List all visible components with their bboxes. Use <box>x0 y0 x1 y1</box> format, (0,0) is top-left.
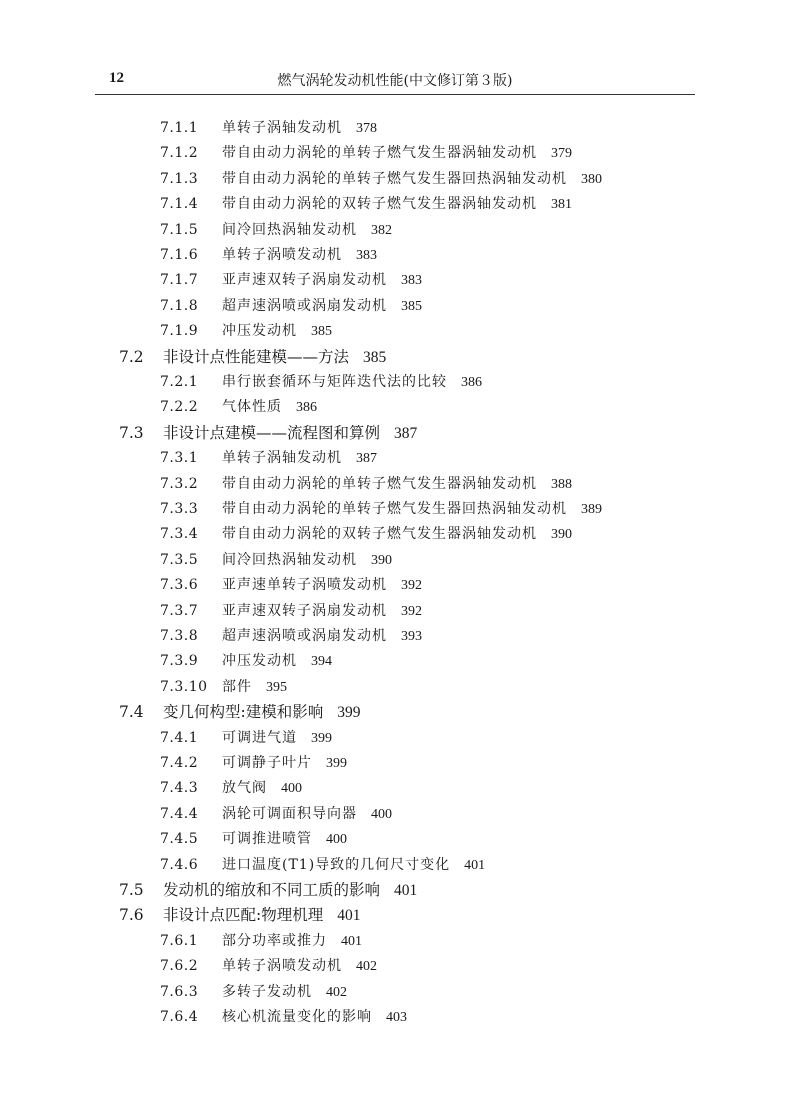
toc-entry-title: 单转子涡喷发动机 <box>222 958 342 975</box>
toc-entry-number: 7.6.3 <box>160 983 199 1000</box>
toc-entry-title: 部件 <box>222 678 252 695</box>
toc-entry-number: 7.1.9 <box>160 323 199 340</box>
toc-entry-title: 串行嵌套循环与矩阵迭代法的比较 <box>222 374 447 390</box>
page-number: 12 <box>109 70 124 86</box>
toc-entry-title: 冲压发动机 <box>222 653 297 670</box>
toc-entry-title: 可调静子叶片 <box>222 755 312 771</box>
toc-entry-title: 超声速涡喷或涡扇发动机 <box>222 297 387 314</box>
toc-entry-number: 7.6 <box>119 906 144 925</box>
toc-entry-number: 7.4.5 <box>160 831 199 848</box>
toc-entry-page: 402 <box>356 959 377 975</box>
toc-entry-number: 7.4.4 <box>160 805 199 822</box>
toc-entry-page: 390 <box>551 527 572 543</box>
toc-entry-number: 7.4 <box>119 703 144 722</box>
toc-entry-title: 单转子涡轴发动机 <box>222 120 342 136</box>
toc-entry-number: 7.3.6 <box>160 577 199 594</box>
toc-entry-page: 388 <box>551 476 572 492</box>
toc-entry-page: 394 <box>311 654 332 670</box>
toc-entry-title: 亚声速双转子涡扇发动机 <box>222 602 387 619</box>
toc-entry-page: 395 <box>266 679 287 695</box>
running-title: 燃气涡轮发动机性能(中文修订第３版) <box>277 73 513 89</box>
toc-entry-number: 7.1.5 <box>160 221 199 238</box>
toc-entry-page: 382 <box>371 222 392 238</box>
toc-section-entry[interactable] <box>119 878 417 902</box>
toc-entry-number: 7.1.2 <box>160 145 199 162</box>
toc-subsection-entry[interactable] <box>160 929 362 953</box>
toc-entry-title: 间冷回热涡轴发动机 <box>222 551 357 568</box>
toc-subsection-entry[interactable] <box>160 294 422 318</box>
toc-entry-page: 401 <box>394 882 418 899</box>
toc-entry-title: 发动机的缩放和不同工质的影响 <box>163 881 381 899</box>
toc-entry-number: 7.3.2 <box>160 475 199 492</box>
toc-subsection-entry[interactable] <box>160 776 302 800</box>
toc-entry-page: 381 <box>551 197 572 213</box>
toc-entry-number: 7.1.4 <box>160 196 199 213</box>
toc-subsection-entry[interactable] <box>160 167 602 191</box>
toc-subsection-entry[interactable] <box>160 649 332 673</box>
toc-section-entry[interactable] <box>119 345 386 369</box>
page-header <box>95 68 695 95</box>
toc-entry-title: 亚声速双转子涡扇发动机 <box>222 272 387 289</box>
toc-entry-number: 7.3.1 <box>160 450 199 467</box>
toc-subsection-entry[interactable] <box>160 675 287 699</box>
toc-entry-number: 7.3.5 <box>160 551 199 568</box>
toc-entry-title: 带自由动力涡轮的双转子燃气发生器涡轴发动机 <box>222 526 537 543</box>
toc-entry-number: 7.4.1 <box>160 729 199 746</box>
toc-entry-page: 403 <box>386 1010 407 1025</box>
toc-entry-number: 7.3.9 <box>160 653 199 670</box>
toc-subsection-entry[interactable] <box>160 980 347 1004</box>
toc-entry-title: 可调推进喷管 <box>222 831 312 848</box>
toc-subsection-entry[interactable] <box>160 573 422 597</box>
toc-entry-number: 7.3 <box>119 423 144 442</box>
toc-entry-title: 带自由动力涡轮的单转子燃气发生器涡轴发动机 <box>222 145 537 162</box>
toc-entry-page: 402 <box>326 984 347 1000</box>
toc-entry-number: 7.2.1 <box>160 374 199 390</box>
toc-subsection-entry[interactable] <box>160 218 392 242</box>
toc-subsection-entry[interactable] <box>160 624 422 648</box>
toc-entry-title: 超声速涡喷或涡扇发动机 <box>222 628 387 644</box>
toc-entry-number: 7.1.1 <box>160 120 199 136</box>
toc-entry-title: 间冷回热涡轴发动机 <box>222 221 357 238</box>
toc-entry-number: 7.3.4 <box>160 526 199 543</box>
toc-entry-page: 387 <box>394 424 418 442</box>
toc-entry-title: 单转子涡轴发动机 <box>222 450 342 467</box>
toc-entry-number: 7.1.6 <box>160 247 199 263</box>
toc-entry-number: 7.3.10 <box>160 678 208 695</box>
toc-subsection-entry[interactable] <box>160 472 572 496</box>
toc-entry-page: 383 <box>401 273 422 289</box>
toc-entry-page: 401 <box>337 907 361 925</box>
toc-entry-number: 7.6.1 <box>160 932 199 949</box>
toc-entry-page: 380 <box>581 171 602 187</box>
toc-entry-number: 7.1.3 <box>160 170 199 187</box>
toc-subsection-entry[interactable] <box>160 726 332 750</box>
toc-entry-title: 带自由动力涡轮的单转子燃气发生器涡轴发动机 <box>222 475 537 492</box>
toc-entry-title: 可调进气道 <box>222 729 297 746</box>
toc-entry-page: 379 <box>551 146 572 162</box>
toc-entry-page: 392 <box>401 578 422 594</box>
toc-subsection-entry[interactable] <box>160 751 347 775</box>
toc-entry-page: 399 <box>337 704 361 722</box>
toc-entry-title: 气体性质 <box>222 399 282 416</box>
toc-entry-page: 400 <box>371 806 392 822</box>
toc-entry-page: 385 <box>363 348 387 366</box>
toc-subsection-entry[interactable] <box>160 497 602 521</box>
toc-subsection-entry[interactable] <box>160 853 485 877</box>
toc-entry-page: 399 <box>326 756 347 771</box>
toc-subsection-entry[interactable] <box>160 268 422 292</box>
toc-subsection-entry[interactable] <box>160 802 392 826</box>
toc-subsection-entry[interactable] <box>160 599 422 623</box>
toc-entry-number: 7.1.8 <box>160 297 199 314</box>
toc-entry-page: 399 <box>311 730 332 746</box>
toc-entry-title: 冲压发动机 <box>222 323 297 340</box>
toc-subsection-entry[interactable] <box>160 548 392 572</box>
toc-entry-page: 389 <box>581 502 602 517</box>
toc-entry-title: 非设计点性能建模——方法 <box>163 347 350 366</box>
toc-entry-page: 385 <box>311 324 332 340</box>
toc-subsection-entry[interactable] <box>160 522 572 546</box>
toc-entry-title: 涡轮可调面积导向器 <box>222 805 357 822</box>
toc-subsection-entry[interactable] <box>160 116 377 140</box>
toc-entry-title: 变几何构型:建模和影响 <box>163 703 324 722</box>
toc-entry-number: 7.4.3 <box>160 780 199 797</box>
toc-entry-page: 385 <box>401 298 422 314</box>
toc-entry-title: 非设计点匹配:物理机理 <box>163 906 324 925</box>
toc-entry-page: 383 <box>356 248 377 263</box>
toc-entry-number: 7.4.6 <box>160 856 199 873</box>
toc-entry-page: 387 <box>356 451 377 467</box>
toc-subsection-entry[interactable] <box>160 446 377 470</box>
toc-entry-number: 7.3.7 <box>160 602 199 619</box>
toc-entry-page: 400 <box>281 781 302 797</box>
toc-subsection-entry[interactable] <box>160 827 347 851</box>
toc-entry-title: 进口温度(T1)导致的几何尺寸变化 <box>222 856 451 873</box>
toc-entry-page: 401 <box>464 857 486 873</box>
toc-entry-page: 400 <box>326 832 347 848</box>
toc-entry-title: 带自由动力涡轮的单转子燃气发生器回热涡轴发动机 <box>222 501 567 517</box>
toc-entry-title: 非设计点建模——流程图和算例 <box>163 423 381 442</box>
toc-subsection-entry[interactable] <box>160 243 377 267</box>
toc-entry-page: 393 <box>401 629 422 644</box>
toc-entry-page: 386 <box>461 375 482 390</box>
toc-entry-title: 带自由动力涡轮的单转子燃气发生器回热涡轴发动机 <box>222 170 567 187</box>
toc-entry-page: 386 <box>296 400 317 416</box>
toc-entry-title: 部分功率或推力 <box>222 932 327 949</box>
toc-entry-title: 带自由动力涡轮的双转子燃气发生器涡轴发动机 <box>222 196 537 213</box>
toc-entry-number: 7.1.7 <box>160 272 199 289</box>
toc-entry-title: 多转子发动机 <box>222 983 312 1000</box>
toc-section-entry[interactable] <box>119 700 360 724</box>
toc-subsection-entry[interactable] <box>160 192 572 216</box>
toc-entry-number: 7.3.8 <box>160 628 199 644</box>
toc-entry-page: 390 <box>371 552 392 568</box>
toc-entry-number: 7.4.2 <box>160 755 199 771</box>
toc-subsection-entry[interactable] <box>160 954 377 978</box>
toc-entry-number: 7.6.2 <box>160 958 199 975</box>
toc-subsection-entry[interactable] <box>160 370 482 394</box>
toc-entry-number: 7.2 <box>119 347 144 366</box>
toc-entry-number: 7.2.2 <box>160 399 199 416</box>
toc-section-entry[interactable] <box>119 903 360 927</box>
toc-entry-title: 亚声速单转子涡喷发动机 <box>222 577 387 594</box>
toc-entry-page: 392 <box>401 603 422 619</box>
toc-entry-page: 401 <box>341 933 362 949</box>
toc-entry-page: 378 <box>356 121 377 136</box>
toc-entry-number: 7.5 <box>119 881 144 899</box>
toc-entry-title: 放气阀 <box>222 780 267 797</box>
toc-entry-number: 7.6.4 <box>160 1009 199 1025</box>
toc-subsection-entry[interactable] <box>160 141 572 165</box>
toc-entry-title: 核心机流量变化的影响 <box>222 1009 372 1025</box>
toc-subsection-entry[interactable] <box>160 1005 407 1029</box>
toc-section-entry[interactable] <box>119 421 417 445</box>
toc-subsection-entry[interactable] <box>160 395 317 419</box>
toc-entry-title: 单转子涡喷发动机 <box>222 247 342 263</box>
toc-subsection-entry[interactable] <box>160 319 332 343</box>
toc-entry-number: 7.3.3 <box>160 501 199 517</box>
